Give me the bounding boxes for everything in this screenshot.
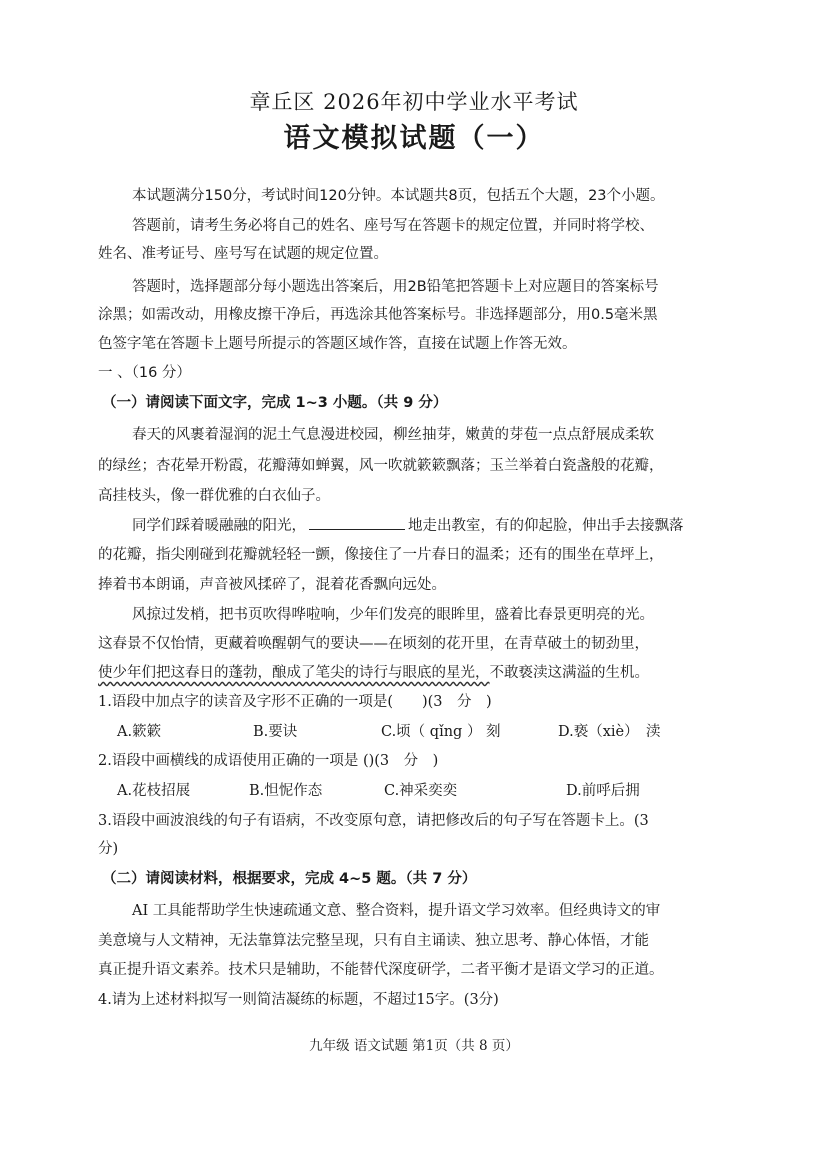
question-1-stem: 1.语段中加点字的读音及字形不正确的一项是( )(3 分 ) bbox=[98, 694, 492, 710]
question-1-option-a: A.簌簌 bbox=[117, 724, 162, 740]
instructions-p3-line2: 涂黑；如需改动，用橡皮擦干净后，再选涂其他答案标号。非选择题部分，用0.5毫米黑 bbox=[98, 307, 658, 323]
question-4-stem: 4.请为上述材料拟写一则简洁凝练的标题，不超过15字。(3分) bbox=[98, 992, 499, 1008]
instructions-p2-line1: 答题前，请考生务必将自己的姓名、座号写在答题卡的规定位置，并同时将学校、 bbox=[132, 218, 654, 234]
question-2-stem: 2.语段中画横线的成语使用正确的一项是 ()(3 分 ) bbox=[98, 753, 439, 769]
passage-line: 的绿丝；杏花晕开粉霞，花瓣薄如蝉翼，风一吹就簌簌飘落；玉兰举着白瓷盏般的花瓣， bbox=[98, 458, 664, 474]
part1-heading: （一）请阅读下面文字，完成 1~3 小题。（共 9 分） bbox=[102, 395, 448, 411]
question-3-stem: 3.语段中画波浪线的句子有语病，不改变原句意，请把修改后的句子写在答题卡上。(3 bbox=[98, 813, 649, 829]
material-line: 美意境与人文精神，无法靠算法完整呈现，只有自主诵读、独立思考、静心体悟，才能 bbox=[98, 933, 649, 949]
passage-line: 的花瓣，指尖刚碰到花瓣就轻轻一颤，像接住了一片春日的温柔；还有的围坐在草坪上， bbox=[98, 547, 664, 563]
exam-title: 章丘区 2026年初中学业水平考试 bbox=[249, 90, 579, 114]
question-1-option-c: C.顷（ qǐng ） 刻 bbox=[381, 724, 501, 740]
question-3-stem-cont: 分) bbox=[98, 841, 119, 857]
exam-subtitle: 语文模拟试题（一） bbox=[283, 123, 545, 154]
question-2-option-a: A.花枝招展 bbox=[117, 783, 191, 799]
instructions-p3-line1: 答题时，选择题部分每小题选出答案后，用2B铅笔把答题卡上对应题目的答案标号 bbox=[132, 279, 659, 295]
passage-line bbox=[98, 661, 738, 682]
material-line: 真正提升语文素养。技术只是辅助，不能替代深度研学，二者平衡才是语文学习的正道。 bbox=[98, 962, 664, 978]
question-1-option-b: B.要诀 bbox=[253, 724, 298, 740]
instructions-p2-line2: 姓名、准考证号、座号写在试题的规定位置。 bbox=[98, 246, 388, 262]
page-footer: 九年级 语文试题 第1页（共 8 页） bbox=[309, 1038, 519, 1054]
instructions-p3-line3: 色签字笔在答题卡上题号所提示的答题区域作答，直接在试题上作答无效。 bbox=[98, 336, 577, 352]
question-2-option-d: D.前呼后拥 bbox=[566, 783, 640, 799]
question-2-option-c: C.神采奕奕 bbox=[384, 783, 458, 799]
instructions-p1: 本试题满分150分，考试时间120分钟。本试题共8页，包括五个大题，23个小题。 bbox=[132, 188, 665, 204]
passage-text: 同学们踩着暖融融的阳光， bbox=[132, 518, 306, 534]
passage-line: 高挂枝头，像一群优雅的白衣仙子。 bbox=[98, 488, 330, 504]
material-line: AI 工具能帮助学生快速疏通文意、整合资料，提升语文学习效率。但经典诗文的审 bbox=[132, 903, 661, 919]
passage-text: 不敢亵渎这满溢的生机。 bbox=[489, 665, 649, 681]
passage-line: 这春景不仅怡情，更藏着唤醒朝气的要诀——在顷刻的花开里，在青草破土的韧劲里， bbox=[98, 636, 649, 652]
passage-line: 捧着书本朗诵，声音被风揉碎了，混着花香飘向远处。 bbox=[98, 577, 446, 593]
part2-heading: （二）请阅读材料，根据要求，完成 4~5 题。（共 7 分） bbox=[102, 871, 477, 887]
fill-blank bbox=[309, 515, 405, 530]
wavy-underlined-sentence: 使少年们把这春日的蓬勃，酿成了笔尖的诗行与眼底的星光， bbox=[98, 665, 490, 681]
passage-line: 风掠过发梢，把书页吹得哗啦响，少年们发亮的眼眸里，盛着比春景更明亮的光。 bbox=[132, 607, 654, 623]
section-heading: 一 、（16 分） bbox=[98, 365, 191, 381]
question-1-option-d: D.亵（xiè） 渎 bbox=[558, 724, 661, 740]
passage-text: 地走出教室，有的仰起脸，伸出手去接飘落 bbox=[408, 518, 684, 534]
passage-line: 春天的风裹着湿润的泥土气息漫进校园，柳丝抽芽，嫩黄的芽苞一点点舒展成柔软 bbox=[132, 427, 654, 443]
question-2-option-b: B.怛怩作态 bbox=[249, 783, 323, 799]
passage-line bbox=[132, 514, 772, 535]
